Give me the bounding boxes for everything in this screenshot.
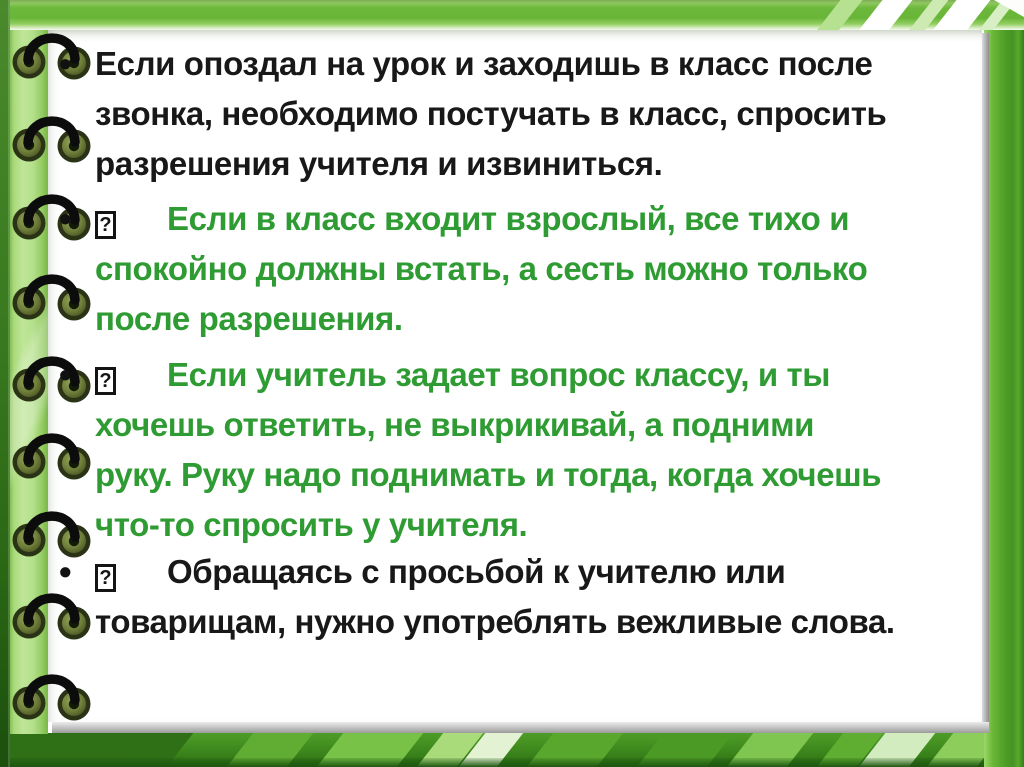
- rule-line: спокойно должны встать, а сесть можно только: [95, 250, 868, 287]
- rule-line: звонка, необходимо постучать в класс, спросить: [95, 95, 887, 132]
- rule-line: [95, 350, 881, 400]
- missing-glyph-icon: ?: [95, 564, 116, 592]
- rule-line: что-то спросить у учителя.: [95, 506, 528, 543]
- rule-item-2: [59, 194, 868, 344]
- rule-line: [95, 547, 895, 597]
- rule-line: после разрешения.: [95, 300, 403, 337]
- bullet-dot: •: [59, 551, 72, 592]
- bullet-dot: •: [59, 43, 72, 84]
- rule-text: Если в класс входит взрослый, все тихо и: [167, 200, 850, 237]
- rule-line: [95, 194, 867, 244]
- bullet-dot: •: [59, 198, 72, 239]
- rule-line: разрешения учителя и извиниться.: [95, 145, 663, 182]
- missing-glyph-icon: ?: [95, 211, 116, 239]
- rule-line: хочешь ответить, не выкрикивай, а подними: [95, 406, 814, 443]
- rule-line: товарищам, нужно употреблять вежливые слова.: [95, 603, 895, 640]
- rule-line: Если опоздал на урок и заходишь в класс после: [95, 45, 873, 82]
- rule-item-1: [59, 39, 887, 189]
- rule-text: Если учитель задает вопрос классу, и ты: [167, 356, 831, 393]
- rule-line: руку. Руку надо поднимать и тогда, когда хочешь: [95, 456, 882, 493]
- missing-glyph-icon: ?: [95, 367, 116, 395]
- bullet-dot: •: [59, 354, 72, 395]
- rule-item-4: [59, 547, 895, 647]
- rule-text: Обращаясь с просьбой к учителю или: [167, 553, 786, 590]
- rule-item-3: [59, 350, 882, 550]
